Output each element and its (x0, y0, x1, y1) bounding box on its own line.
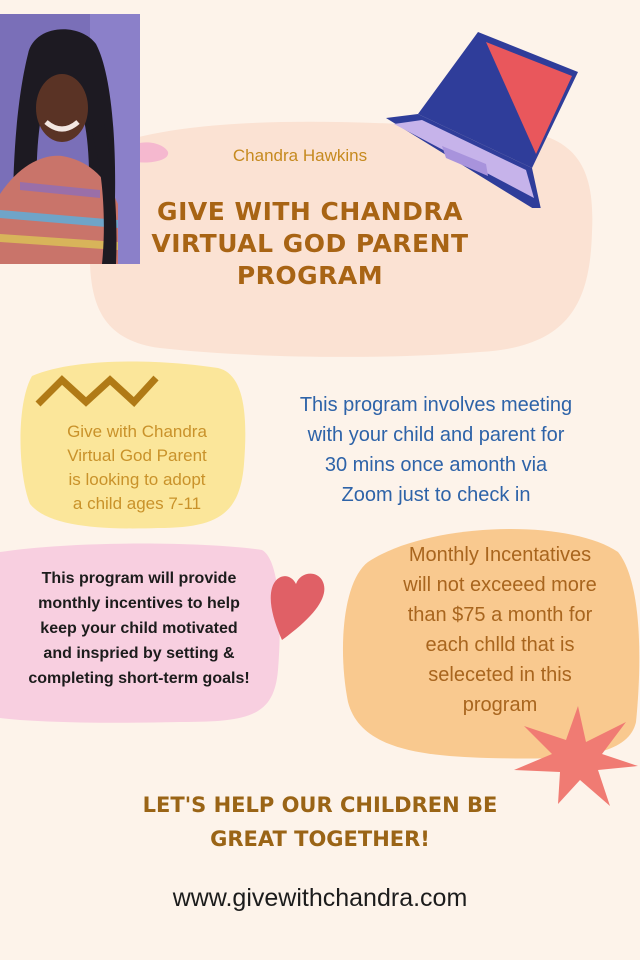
cta-line: LET'S HELP OUR CHILDREN BE (142, 793, 498, 817)
text-line: than $75 a month for (407, 604, 593, 626)
text-line: seleceted in this (428, 664, 572, 686)
text-line: Give with Chandra (67, 422, 207, 441)
text-line: Virtual God Parent (67, 446, 207, 465)
adoption-description (32, 420, 242, 516)
cta-line: GREAT TOGETHER! (210, 827, 430, 851)
page-title (130, 196, 490, 292)
author-name: Chandra Hawkins (232, 146, 368, 165)
text-line: monthly incentives to help (38, 595, 240, 612)
program-meeting-description (258, 390, 614, 510)
incentives-description (4, 566, 274, 691)
laptop-icon (382, 28, 582, 208)
text-line: will not exceeed more (403, 574, 597, 596)
incentive-limit-description (368, 540, 632, 720)
text-line: is looking to adopt (68, 470, 206, 489)
text-line: completing short-term goals! (28, 670, 250, 687)
pink-accent-shape (136, 140, 170, 166)
website-link[interactable]: www.givewithchandra.com (172, 884, 468, 912)
title-line: GIVE WITH CHANDRA (157, 197, 463, 226)
text-line: keep your child motivated (40, 620, 238, 637)
title-line: PROGRAM (236, 261, 384, 290)
text-line: program (462, 694, 538, 716)
portrait-photo (0, 14, 140, 264)
heart-icon (268, 566, 328, 642)
call-to-action (40, 788, 600, 856)
text-line: with your child and parent for (307, 424, 565, 446)
title-line: VIRTUAL GOD PARENT (151, 229, 469, 258)
text-line: each chlld that is (425, 634, 575, 656)
text-line: This program will provide (41, 570, 237, 587)
text-line: and inspried by setting & (43, 645, 235, 662)
zigzag-icon (34, 370, 162, 410)
text-line: This program involves meeting (299, 394, 573, 416)
text-line: Zoom just to check in (341, 484, 531, 506)
text-line: Monthly Incentatives (408, 544, 592, 566)
text-line: a child ages 7-11 (72, 494, 202, 513)
text-line: 30 mins once amonth via (324, 454, 548, 476)
